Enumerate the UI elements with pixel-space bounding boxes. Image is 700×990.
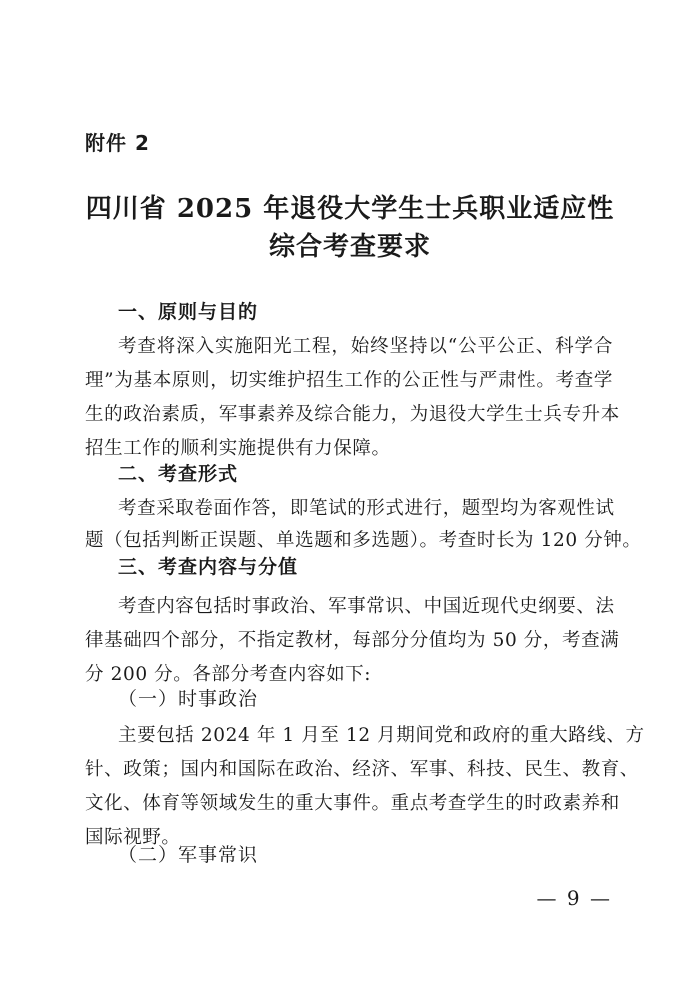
paragraph-line: 主要包括 2024 年 1 月至 12 月期间党和政府的重大路线、方	[118, 725, 645, 746]
page-number: — 9 —	[536, 886, 612, 910]
document-title-line-1: 四川省 2025 年退役大学生士兵职业适应性	[85, 194, 615, 224]
section-heading-format: 二、考查形式	[118, 463, 239, 485]
paragraph-line: 题（包括判断正误题、单选题和多选题）。考查时长为 120 分钟。	[85, 530, 642, 551]
section-heading-principles: 一、原则与目的	[118, 301, 259, 323]
section-heading-content-scores: 三、考查内容与分值	[118, 556, 299, 578]
paragraph-line: 考查采取卷面作答，即笔试的形式进行，题型均为客观性试	[118, 498, 615, 519]
paragraph-line: 生的政治素质，军事素养及综合能力，为退役大学生士兵专升本	[85, 404, 620, 425]
paragraph-line: 分 200 分。各部分考查内容如下:	[85, 664, 372, 685]
paragraph-line: 国际视野。	[85, 827, 181, 848]
paragraph-line: 考查内容包括时事政治、军事常识、中国近现代史纲要、法	[118, 596, 615, 617]
paragraph-line: 律基础四个部分，不指定教材，每部分分值均为 50 分，考查满	[85, 630, 620, 651]
subsection-heading-military-knowledge: （二）军事常识	[118, 844, 259, 866]
paragraph-line: 招生工作的顺利实施提供有力保障。	[85, 438, 391, 459]
paragraph-line: 针、政策；国内和国际在政治、经济、军事、科技、民生、教育、	[85, 759, 639, 780]
subsection-heading-current-affairs: （一）时事政治	[118, 688, 259, 710]
paragraph-line: 考查将深入实施阳光工程，始终坚持以“公平公正、科学合	[118, 336, 613, 357]
attachment-label: 附件 2	[85, 131, 150, 155]
paragraph-line: 理”为基本原则，切实维护招生工作的公正性与严肃性。考查学	[85, 370, 613, 391]
document-title-line-2: 综合考查要求	[268, 232, 431, 262]
paragraph-line: 文化、体育等领域发生的重大事件。重点考查学生的时政素养和	[85, 793, 620, 814]
